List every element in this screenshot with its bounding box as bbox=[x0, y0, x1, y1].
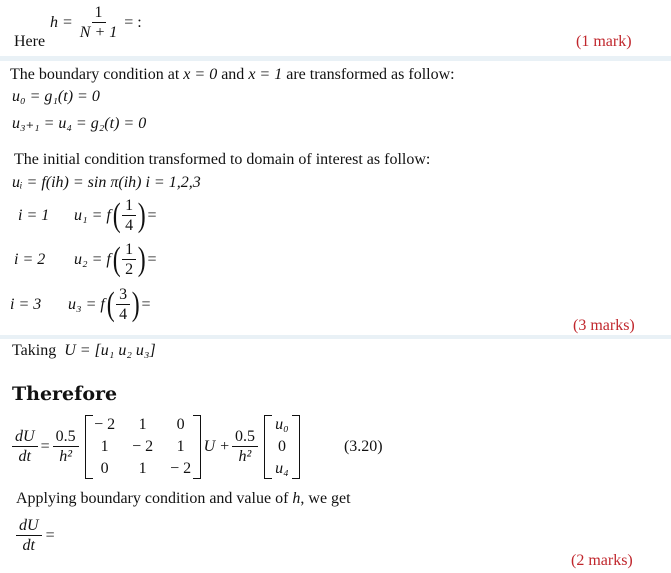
paren-right: ) bbox=[137, 240, 146, 278]
system-equation bbox=[12, 415, 383, 479]
matrix-cell: 1 bbox=[138, 460, 147, 477]
boundary-condition-2: u₃₊₁ = u₄ = g₂(t) = 0 bbox=[12, 115, 147, 132]
dU-dt-fraction bbox=[12, 428, 38, 466]
coef-denominator: h² bbox=[59, 447, 72, 465]
coef-numerator: 0.5 bbox=[53, 428, 79, 447]
matrix-cell: 0 bbox=[100, 460, 109, 477]
row-3-den: 4 bbox=[119, 305, 128, 323]
here-label: Here bbox=[14, 33, 46, 50]
h-numerator: 1 bbox=[92, 4, 106, 23]
row-2-num: 1 bbox=[122, 241, 136, 260]
matrix-cell: 1 bbox=[176, 438, 185, 455]
paren-right: ) bbox=[131, 285, 140, 323]
matrix-cell: 1 bbox=[100, 438, 109, 455]
h-denominator: N + 1 bbox=[79, 23, 118, 41]
boundary-intro bbox=[10, 67, 455, 83]
section-system bbox=[0, 339, 671, 573]
matrix-cell: − 2 bbox=[132, 438, 154, 455]
row-2-index: i = 2 bbox=[14, 250, 46, 268]
row-3-num: 3 bbox=[116, 286, 130, 305]
h-fraction bbox=[77, 4, 120, 42]
coef-fraction-2 bbox=[232, 428, 258, 466]
row-3-fraction bbox=[116, 286, 130, 324]
equation-number: (3.20) bbox=[343, 438, 383, 455]
paren-left: ( bbox=[112, 196, 121, 234]
therefore-heading: Therefore bbox=[12, 383, 118, 405]
coef-fraction-1 bbox=[53, 428, 79, 466]
U-definition: U = [u₁ u₂ u₃] bbox=[64, 342, 156, 359]
dU-numerator: dU bbox=[12, 428, 38, 447]
applying-tail: , we get bbox=[300, 490, 351, 507]
section-conditions bbox=[0, 61, 671, 335]
vector-cell: u₄ bbox=[275, 460, 289, 477]
row-2-equals: = bbox=[147, 250, 157, 268]
h-symbol: h bbox=[292, 490, 301, 507]
mark-2: (2 marks) bbox=[571, 552, 633, 569]
initial-row-1 bbox=[18, 197, 157, 235]
final-equation bbox=[16, 517, 55, 555]
paren-left: ( bbox=[106, 285, 115, 323]
row-3-index: i = 3 bbox=[10, 295, 42, 313]
boundary-intro-text: The boundary condition at bbox=[10, 66, 180, 83]
matrix-cell: − 2 bbox=[94, 416, 116, 433]
section-h-definition bbox=[0, 0, 671, 56]
matrix-cell: 0 bbox=[176, 416, 185, 433]
paren-left: ( bbox=[112, 240, 121, 278]
final-equals: = bbox=[45, 526, 55, 544]
h-lhs: h = bbox=[50, 13, 73, 31]
x1-expression: x = 1 bbox=[248, 66, 283, 83]
row-1-den: 4 bbox=[125, 216, 134, 234]
U-plus: U + bbox=[203, 438, 230, 455]
mark-3: (3 marks) bbox=[573, 317, 635, 334]
coef-denominator: h² bbox=[238, 447, 252, 465]
coef-numerator: 0.5 bbox=[232, 428, 258, 447]
initial-row-3 bbox=[10, 286, 151, 324]
boundary-vector bbox=[264, 415, 300, 479]
dU-numerator: dU bbox=[16, 517, 42, 536]
equals-sign: = bbox=[40, 438, 50, 455]
applying-line bbox=[16, 491, 351, 507]
row-2-fraction bbox=[122, 241, 136, 279]
row-2-den: 2 bbox=[125, 260, 134, 278]
initial-row-2 bbox=[14, 241, 157, 279]
matrix-cell: 1 bbox=[138, 416, 147, 433]
row-3-equals: = bbox=[141, 295, 151, 313]
x0-expression: x = 0 bbox=[183, 66, 218, 83]
matrix-cell: − 2 bbox=[170, 460, 192, 477]
dt-denominator: dt bbox=[18, 447, 31, 465]
boundary-condition-1: u₀ = g₁(t) = 0 bbox=[12, 88, 100, 105]
mark-1: (1 mark) bbox=[576, 33, 632, 50]
h-definition bbox=[50, 4, 142, 42]
row-2-u: u₂ = f bbox=[74, 250, 111, 268]
paren-right: ) bbox=[137, 196, 146, 234]
row-3-u: u₃ = f bbox=[68, 295, 105, 313]
h-rhs: = : bbox=[124, 13, 142, 31]
and-text: and bbox=[221, 66, 245, 83]
taking-line bbox=[12, 343, 156, 359]
dt-denominator: dt bbox=[22, 536, 35, 554]
vector-cell: u₀ bbox=[275, 416, 289, 433]
dU-dt-fraction-final bbox=[16, 517, 42, 555]
row-1-index: i = 1 bbox=[18, 206, 50, 224]
initial-intro: The initial condition transformed to domain of interest as follow: bbox=[14, 151, 431, 168]
row-1-fraction bbox=[122, 197, 136, 235]
row-1-num: 1 bbox=[122, 197, 136, 216]
boundary-intro-tail: are transformed as follow: bbox=[286, 66, 455, 83]
tridiagonal-matrix bbox=[85, 415, 201, 479]
applying-text: Applying boundary condition and value of bbox=[16, 490, 289, 507]
row-1-u: u₁ = f bbox=[74, 206, 111, 224]
vector-cell: 0 bbox=[277, 438, 286, 455]
taking-text: Taking bbox=[12, 342, 57, 359]
row-1-equals: = bbox=[147, 206, 157, 224]
initial-equation: uᵢ = f(ih) = sin π(ih) i = 1,2,3 bbox=[12, 174, 201, 191]
